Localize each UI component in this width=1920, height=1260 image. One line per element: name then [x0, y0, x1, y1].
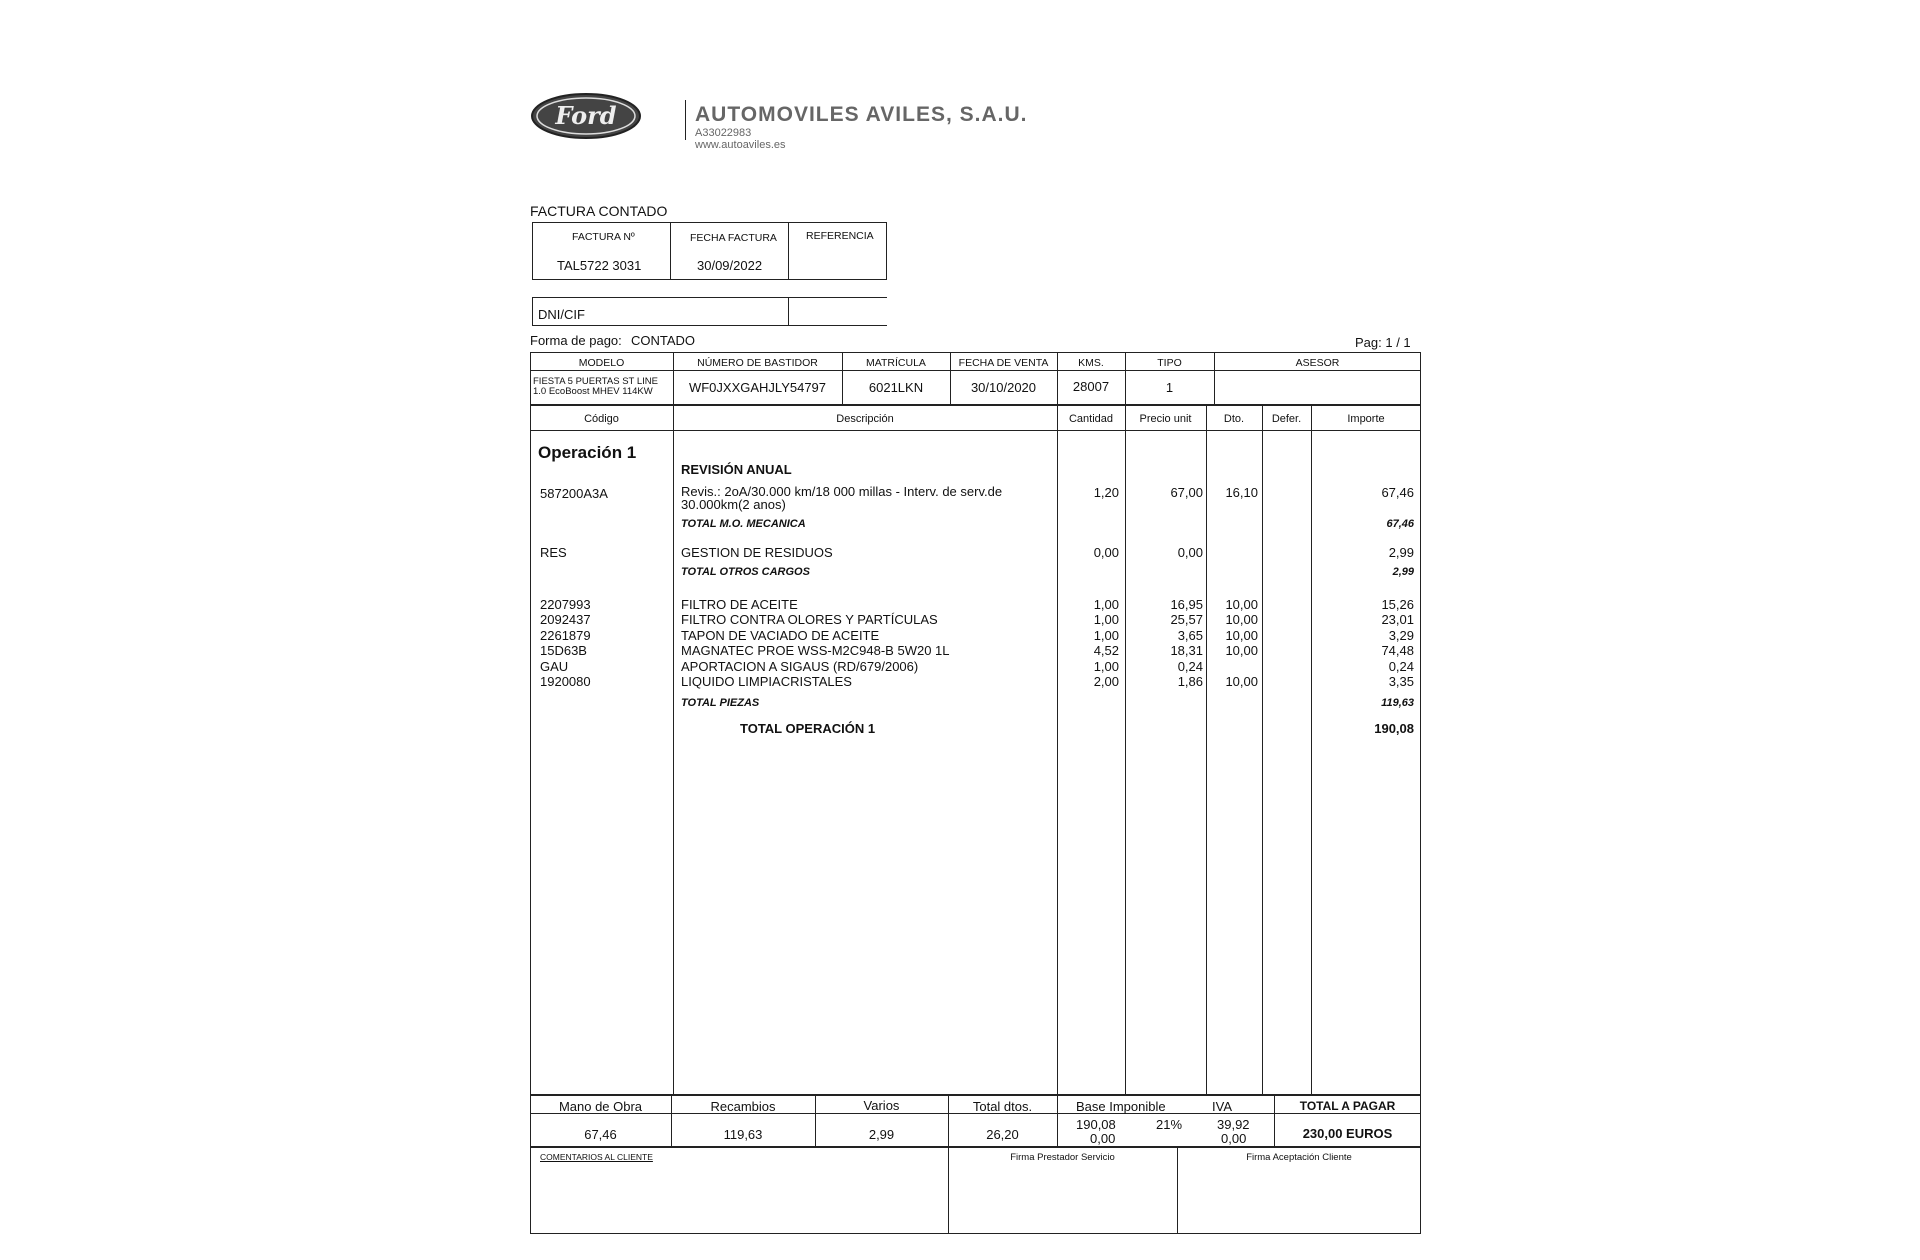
vehicle-header-vin: NÚMERO DE BASTIDOR: [697, 357, 818, 369]
summary-discounts: 26,20: [986, 1127, 1019, 1142]
part-price: 16,95: [1170, 597, 1203, 612]
vehicle-sale-date: 30/10/2020: [970, 380, 1037, 395]
part-desc: LIQUIDO LIMPIACRISTALES: [681, 674, 852, 689]
vehicle-header-plate: MATRÍCULA: [866, 357, 926, 369]
reference-label: REFERENCIA: [806, 230, 874, 242]
part-amount: 3,35: [1388, 674, 1414, 689]
provider-sign-label: Firma Prestador Servicio: [1010, 1152, 1115, 1163]
summary-header-base: Base Imponible: [1076, 1099, 1166, 1114]
residue-amount: 2,99: [1388, 545, 1414, 560]
col-header-unit-price: Precio unit: [1139, 413, 1192, 425]
residue-code: RES: [540, 545, 567, 560]
part-amount: 0,24: [1388, 659, 1414, 674]
vehicle-header-sale-date: FECHA DE VENTA: [958, 357, 1049, 369]
items-table: [530, 405, 1421, 1095]
total-other-value: 2,99: [1392, 566, 1414, 578]
vehicle-kms: 28007: [1072, 379, 1110, 394]
part-desc: FILTRO DE ACEITE: [681, 597, 798, 612]
page-number: Pag: 1 / 1: [1355, 335, 1411, 350]
part-amount: 15,26: [1381, 597, 1414, 612]
total-labor-value: 67,46: [1386, 518, 1414, 530]
part-dto: 10,00: [1225, 597, 1258, 612]
part-code: 2207993: [540, 597, 591, 612]
summary-parts: 119,63: [723, 1127, 763, 1142]
total-other-label: TOTAL OTROS CARGOS: [681, 566, 810, 578]
vehicle-header-model: MODELO: [578, 357, 625, 369]
labor-qty: 1,20: [1093, 485, 1119, 500]
svg-text:Ford: Ford: [555, 101, 617, 130]
summary-vat-2: 0,00: [1221, 1131, 1247, 1146]
doc-type: FACTURA CONTADO: [530, 203, 668, 219]
part-dto: 10,00: [1225, 674, 1258, 689]
part-price: 0,24: [1177, 659, 1203, 674]
total-parts-value: 119,63: [1381, 697, 1414, 709]
summary-base-2: 0,00: [1090, 1131, 1116, 1146]
vehicle-header-type: TIPO: [1157, 357, 1182, 369]
summary-vat-1: 39,92: [1217, 1117, 1250, 1132]
part-price: 1,86: [1177, 674, 1203, 689]
part-desc: MAGNATEC PROE WSS-M2C948-B 5W20 1L: [681, 643, 950, 658]
summary-header-labor: Mano de Obra: [558, 1099, 643, 1114]
vehicle-vin: WF0JXXGAHJLY54797: [688, 380, 827, 395]
vehicle-header-kms: KMS.: [1078, 357, 1104, 369]
total-operation-label: TOTAL OPERACIÓN 1: [740, 721, 876, 736]
payment-label: Forma de pago:: [530, 333, 622, 348]
summary-various: 2,99: [868, 1127, 895, 1142]
section-title: REVISIÓN ANUAL: [681, 462, 792, 477]
col-header-quantity: Cantidad: [1068, 413, 1114, 425]
part-price: 18,31: [1170, 643, 1203, 658]
part-code: 2261879: [540, 628, 591, 643]
part-qty: 2,00: [1093, 674, 1119, 689]
part-desc: FILTRO CONTRA OLORES Y PARTÍCULAS: [681, 612, 938, 627]
col-header-description: Descripción: [836, 413, 894, 425]
company-name: AUTOMOVILES AVILES, S.A.U.: [695, 103, 1028, 126]
total-operation-value: 190,08: [1374, 721, 1414, 736]
labor-amount: 67,46: [1381, 485, 1414, 500]
summary-labor: 67,46: [584, 1127, 617, 1142]
vehicle-type: 1: [1165, 380, 1174, 395]
labor-price: 67,00: [1170, 485, 1203, 500]
part-price: 25,57: [1170, 612, 1203, 627]
part-code: 1920080: [540, 674, 591, 689]
col-header-deferred: Defer.: [1271, 413, 1302, 425]
summary-header-vat: IVA: [1212, 1099, 1232, 1114]
summary-header-discounts: Total dtos.: [972, 1099, 1033, 1114]
vehicle-plate: 6021LKN: [868, 380, 924, 395]
summary-header-parts: Recambios: [710, 1099, 776, 1114]
part-dto: 10,00: [1225, 612, 1258, 627]
part-desc: APORTACION A SIGAUS (RD/679/2006): [681, 659, 919, 674]
col-header-amount: Importe: [1347, 413, 1385, 425]
summary-total: 230,00 EUROS: [1302, 1126, 1393, 1141]
labor-desc-line2: 30.000km(2 anos): [681, 497, 786, 512]
part-code: 15D63B: [540, 643, 587, 658]
part-desc: TAPON DE VACIADO DE ACEITE: [681, 628, 880, 643]
part-qty: 1,00: [1093, 628, 1119, 643]
summary-header-various: Varios: [863, 1098, 900, 1113]
comments-label: COMENTARIOS AL CLIENTE: [540, 1152, 653, 1162]
invoice-date: 30/09/2022: [697, 258, 763, 273]
dni-label: DNI/CIF: [538, 307, 585, 322]
total-labor-label: TOTAL M.O. MECANICA: [681, 518, 806, 530]
col-header-discount: Dto.: [1223, 413, 1245, 425]
vehicle-model-line1: FIESTA 5 PUERTAS ST LINE: [533, 376, 658, 387]
part-price: 3,65: [1177, 628, 1203, 643]
summary-header-total: TOTAL A PAGAR: [1299, 1099, 1396, 1113]
invoice-number-label: FACTURA Nº: [572, 231, 635, 243]
part-dto: 10,00: [1225, 628, 1258, 643]
part-qty: 1,00: [1093, 597, 1119, 612]
invoice-date-label: FECHA FACTURA: [690, 232, 777, 244]
labor-dto: 16,10: [1225, 485, 1258, 500]
company-cif: A33022983: [695, 127, 752, 139]
part-amount: 74,48: [1381, 643, 1414, 658]
vehicle-header-advisor: ASESOR: [1295, 357, 1340, 369]
total-parts-label: TOTAL PIEZAS: [681, 697, 760, 709]
col-header-code: Código: [584, 413, 619, 425]
labor-desc-line1: Revis.: 2oA/30.000 km/18 000 millas - Interv. de serv.de: [681, 484, 1003, 499]
client-sign-label: Firma Aceptación Cliente: [1246, 1152, 1352, 1163]
ford-logo: [530, 92, 642, 140]
part-code: 2092437: [540, 612, 591, 627]
part-amount: 23,01: [1381, 612, 1414, 627]
residue-desc: GESTION DE RESIDUOS: [681, 545, 833, 560]
labor-code: 587200A3A: [540, 486, 608, 501]
part-dto: 10,00: [1225, 643, 1258, 658]
summary-vat-rate: 21%: [1156, 1117, 1183, 1132]
invoice-number: TAL5722 3031: [557, 258, 642, 273]
part-amount: 3,29: [1388, 628, 1414, 643]
part-code: GAU: [540, 659, 569, 674]
payment-value: CONTADO: [631, 333, 696, 348]
summary-base-1: 190,08: [1076, 1117, 1116, 1132]
part-qty: 1,00: [1093, 612, 1119, 627]
part-qty: 4,52: [1093, 643, 1119, 658]
part-qty: 1,00: [1093, 659, 1119, 674]
header-divider: [685, 100, 686, 140]
vehicle-model-line2: 1.0 EcoBoost MHEV 114KW: [533, 386, 653, 397]
residue-price: 0,00: [1177, 545, 1203, 560]
company-web: www.autoaviles.es: [695, 139, 786, 151]
residue-qty: 0,00: [1093, 545, 1119, 560]
operation-title: Operación 1: [538, 443, 637, 462]
